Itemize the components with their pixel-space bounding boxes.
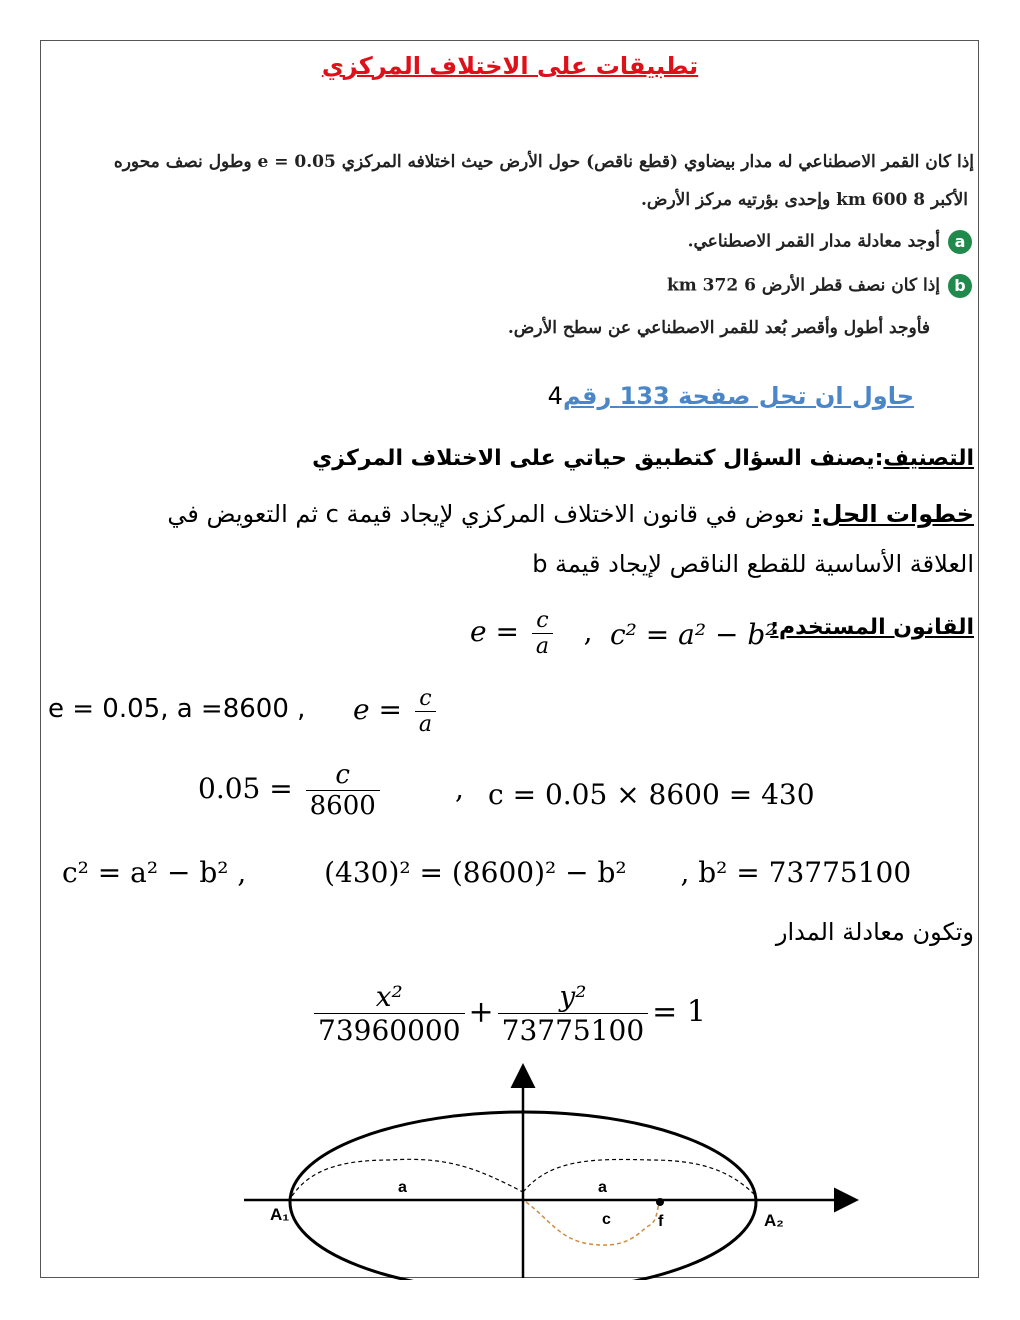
label-a-right: a xyxy=(598,1179,607,1196)
fraction-denominator-2: a xyxy=(415,711,436,737)
given-values: e = 0.05, a =8600 , xyxy=(48,694,306,724)
steps-line-1 xyxy=(167,500,974,528)
classification xyxy=(312,446,974,471)
try-it-link[interactable]: حاول ان تحل صفحة 133 رقم xyxy=(562,382,914,410)
steps-label: خطوات الحل: xyxy=(812,500,974,528)
x-denominator: 73960000 xyxy=(314,1013,465,1047)
eccentricity-lhs-2: e = xyxy=(353,693,402,726)
dashed-a-right xyxy=(523,1159,756,1196)
page-title: تطبيقات على الاختلاف المركزي xyxy=(321,52,699,80)
part-b-continued: فأوجد أطول وأقصر بُعد للقمر الاصطناعي عن سطح الأرض. xyxy=(507,318,930,338)
dashed-c xyxy=(526,1202,660,1245)
equals-one: = 1 xyxy=(652,994,706,1030)
fraction-numerator: c xyxy=(536,608,549,633)
label-A2: A₂ xyxy=(764,1211,784,1230)
label-f: f xyxy=(658,1213,664,1230)
dashed-a-left xyxy=(292,1159,523,1196)
law-label-text: القانون المستخدم: xyxy=(770,615,974,640)
classification-text: :يصنف السؤال كتطبيق حياتي على الاختلاف المركزي xyxy=(312,446,884,471)
part-b-badge: b xyxy=(948,274,972,298)
steps-text-1: نعوض في قانون الاختلاف المركزي لإيجاد قيمة c ثم التعويض في xyxy=(167,500,813,528)
fraction-numerator-2: c xyxy=(419,686,432,711)
c-calculation: c = 0.05 × 8600 = 430 xyxy=(488,778,815,811)
substitution-numerator: c xyxy=(335,760,350,790)
label-A1: A₁ xyxy=(270,1205,290,1224)
part-a-text: أوجد معادلة مدار القمر الاصطناعي. xyxy=(687,231,940,252)
eccentricity-formula-2 xyxy=(353,686,440,737)
problem-line-2: الأكبر 8 600 km وإحدى بؤرتيه مركز الأرض. xyxy=(640,190,968,210)
law-label xyxy=(770,615,974,640)
y-denominator: 73775100 xyxy=(498,1013,649,1047)
part-b-text: إذا كان نصف قطر الأرض 6 372 km xyxy=(666,275,940,296)
label-a-left: a xyxy=(398,1179,407,1196)
plus-sign: + xyxy=(468,994,494,1030)
x-squared: x² xyxy=(375,980,403,1013)
fraction-denominator: a xyxy=(532,633,553,659)
classification-label: التصنيف xyxy=(883,446,974,471)
eccentricity-formula: e = $\frac{c}{a}$ , xyxy=(470,608,593,659)
relation-again: c² = a² − b² , xyxy=(62,856,247,889)
conclusion-text: وتكون معادلة المدار xyxy=(775,918,974,946)
focus-point xyxy=(656,1198,664,1206)
y-squared: y² xyxy=(559,980,587,1013)
try-it-number: 4 xyxy=(547,382,563,410)
substitution-denominator: 8600 xyxy=(306,790,380,821)
eccentricity-lhs: e = xyxy=(470,615,519,648)
substitution-lhs: 0.05 = xyxy=(198,772,293,805)
orbit-equation xyxy=(310,980,706,1047)
label-c: c xyxy=(602,1211,611,1228)
part-a-badge: a xyxy=(948,230,972,254)
steps-line-2: العلاقة الأساسية للقطع الناقص لإيجاد قيمة b xyxy=(532,550,974,578)
b-squared-line xyxy=(62,856,911,889)
part-b xyxy=(667,274,972,298)
try-it-line xyxy=(548,382,914,410)
substituted-relation: (430)² = (8600)² − b² xyxy=(324,856,627,889)
part-a xyxy=(688,230,972,254)
substitution-formula: 0.05 = $\frac{c}{8600}$ , xyxy=(198,760,464,821)
ellipse-relation: c² = a² − b² xyxy=(610,618,777,651)
problem-line-1: إذا كان القمر الاصطناعي له مدار بيضاوي (قطع ناقص) حول الأرض حيث اختلافه المركزي e = 0.05 وطول نصف محوره xyxy=(113,152,974,172)
ellipse-diagram xyxy=(230,1060,870,1280)
b-squared-value: , b² = 73775100 xyxy=(680,856,912,889)
